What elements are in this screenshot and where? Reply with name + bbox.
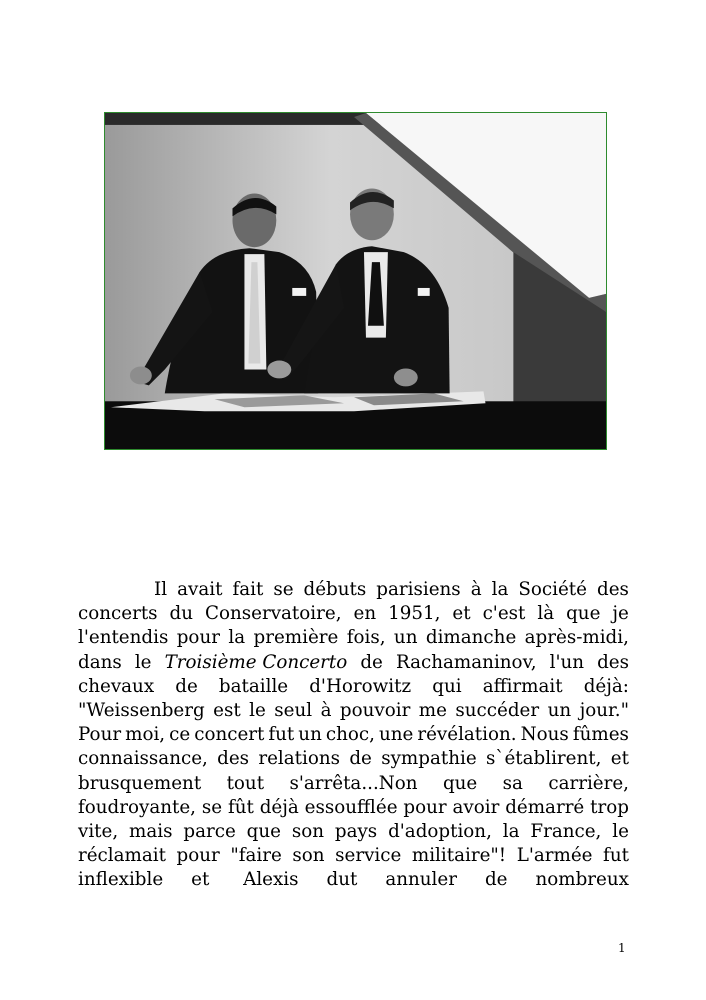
word: l'entendis (78, 627, 169, 649)
word: son (292, 845, 325, 867)
word: là (537, 603, 555, 625)
text-line (78, 578, 629, 602)
word: qui (432, 675, 462, 697)
word: de (360, 651, 383, 673)
word: trop (590, 796, 629, 818)
text-line (78, 699, 629, 723)
word: concerts (78, 603, 158, 625)
word: fûmes (572, 724, 629, 746)
word: démarré (505, 796, 585, 818)
word: annuler (385, 869, 457, 891)
text-line (78, 772, 629, 796)
word: la (502, 820, 520, 842)
word: de (484, 869, 508, 891)
word: Troisième Concerto (164, 651, 348, 673)
word: à (470, 579, 482, 600)
word: le (249, 699, 266, 721)
word: carrière, (548, 772, 629, 794)
word: succéder (455, 699, 540, 721)
word: mais (129, 820, 173, 842)
word: Nous (520, 724, 569, 746)
word: pouvoir (339, 699, 411, 721)
word: Rachamaninov, (395, 651, 537, 673)
text-line (78, 796, 629, 820)
text-line (78, 747, 629, 771)
word: nombreux (535, 869, 629, 891)
word: service (335, 845, 402, 867)
word: réclamait (78, 845, 166, 867)
body-paragraph (78, 578, 629, 892)
page-number: 1 (618, 941, 626, 955)
word: Conservatoire, (205, 603, 342, 625)
word: un (393, 627, 418, 649)
word: le (612, 820, 629, 842)
word: des (597, 579, 629, 600)
word: que (442, 772, 478, 794)
word: je (612, 603, 629, 625)
word: son (291, 820, 324, 842)
word: que (246, 820, 281, 842)
word: inflexible (78, 869, 164, 891)
word: chevaux (78, 675, 155, 697)
word: 1951, (388, 603, 441, 625)
word: choc, (325, 724, 375, 746)
word: dimanche (425, 627, 517, 649)
word: l'un (549, 651, 585, 673)
word: après-midi, (524, 627, 629, 649)
word: parce (183, 820, 236, 842)
word: révélation. (417, 724, 517, 746)
word: de (175, 675, 198, 697)
word: s'arrêta...Non (289, 772, 418, 794)
word: "Weissenberg (78, 699, 205, 721)
word: une (378, 724, 414, 746)
text-line (78, 844, 629, 868)
word: sa (502, 772, 523, 794)
word: foudroyante, (78, 796, 196, 818)
word: "faire (230, 845, 282, 867)
word: Pour (78, 724, 122, 746)
word: et (191, 869, 210, 891)
word: militaire"! (411, 845, 507, 867)
word: connaissance, (78, 748, 208, 770)
word: ce (169, 724, 191, 746)
word: bataille (218, 675, 289, 697)
text-line (78, 868, 629, 892)
word: que (566, 603, 601, 625)
word: parisiens (376, 579, 461, 600)
word: le (134, 651, 152, 673)
word: et (452, 603, 471, 625)
word: concert (194, 724, 265, 746)
word: du (169, 603, 194, 625)
word: pour (176, 845, 220, 867)
word: un (547, 699, 572, 721)
word: débuts (303, 579, 367, 600)
word: d'adoption, (388, 820, 492, 842)
word: en (353, 603, 377, 625)
word: déjà (259, 796, 299, 818)
text-line (78, 651, 629, 675)
word: première (253, 627, 339, 649)
photograph-two-men-icon (105, 113, 606, 449)
word: moi, (125, 724, 166, 746)
word: un (298, 724, 322, 746)
word: fut (603, 845, 629, 867)
word: Alexis (237, 869, 299, 891)
word: se (273, 579, 294, 600)
word: de (349, 748, 372, 770)
word: France, (530, 820, 602, 842)
word: déjà: (583, 675, 629, 697)
word: tout (226, 772, 265, 794)
word: et (610, 748, 629, 770)
word: se (201, 796, 223, 818)
word: d'Horowitz (309, 675, 412, 697)
word: fût (227, 796, 254, 818)
word: s`établirent, (485, 748, 602, 770)
word: avait (177, 579, 223, 600)
word: brusquement (78, 772, 202, 794)
word: c'est (482, 603, 526, 625)
word: la (228, 627, 246, 649)
word: pays (334, 820, 378, 842)
text-line (78, 723, 629, 747)
word: L'armée (516, 845, 593, 867)
word: fait (232, 579, 264, 600)
word: vite, (78, 820, 119, 842)
text-line (78, 626, 629, 650)
word: essoufflée (304, 796, 398, 818)
word: des (597, 651, 629, 673)
word: dans (78, 651, 122, 673)
word: affirmait (482, 675, 563, 697)
word: pour (403, 796, 447, 818)
text-line (78, 820, 629, 844)
word: fut (268, 724, 295, 746)
photograph (104, 112, 607, 450)
word: avoir (452, 796, 500, 818)
word: me (418, 699, 447, 721)
word: fois, (346, 627, 386, 649)
word: la (491, 579, 509, 600)
text-line (78, 602, 629, 626)
word: à (320, 699, 332, 721)
word: est (213, 699, 241, 721)
word: jour." (579, 699, 629, 721)
word: relations (258, 748, 341, 770)
word: pour (176, 627, 220, 649)
word: dut (326, 869, 358, 891)
word: seul (274, 699, 313, 721)
word: Il (154, 579, 168, 600)
text-line (78, 675, 629, 699)
word: Société (518, 579, 587, 600)
word: sympathie (381, 748, 477, 770)
word: des (217, 748, 250, 770)
